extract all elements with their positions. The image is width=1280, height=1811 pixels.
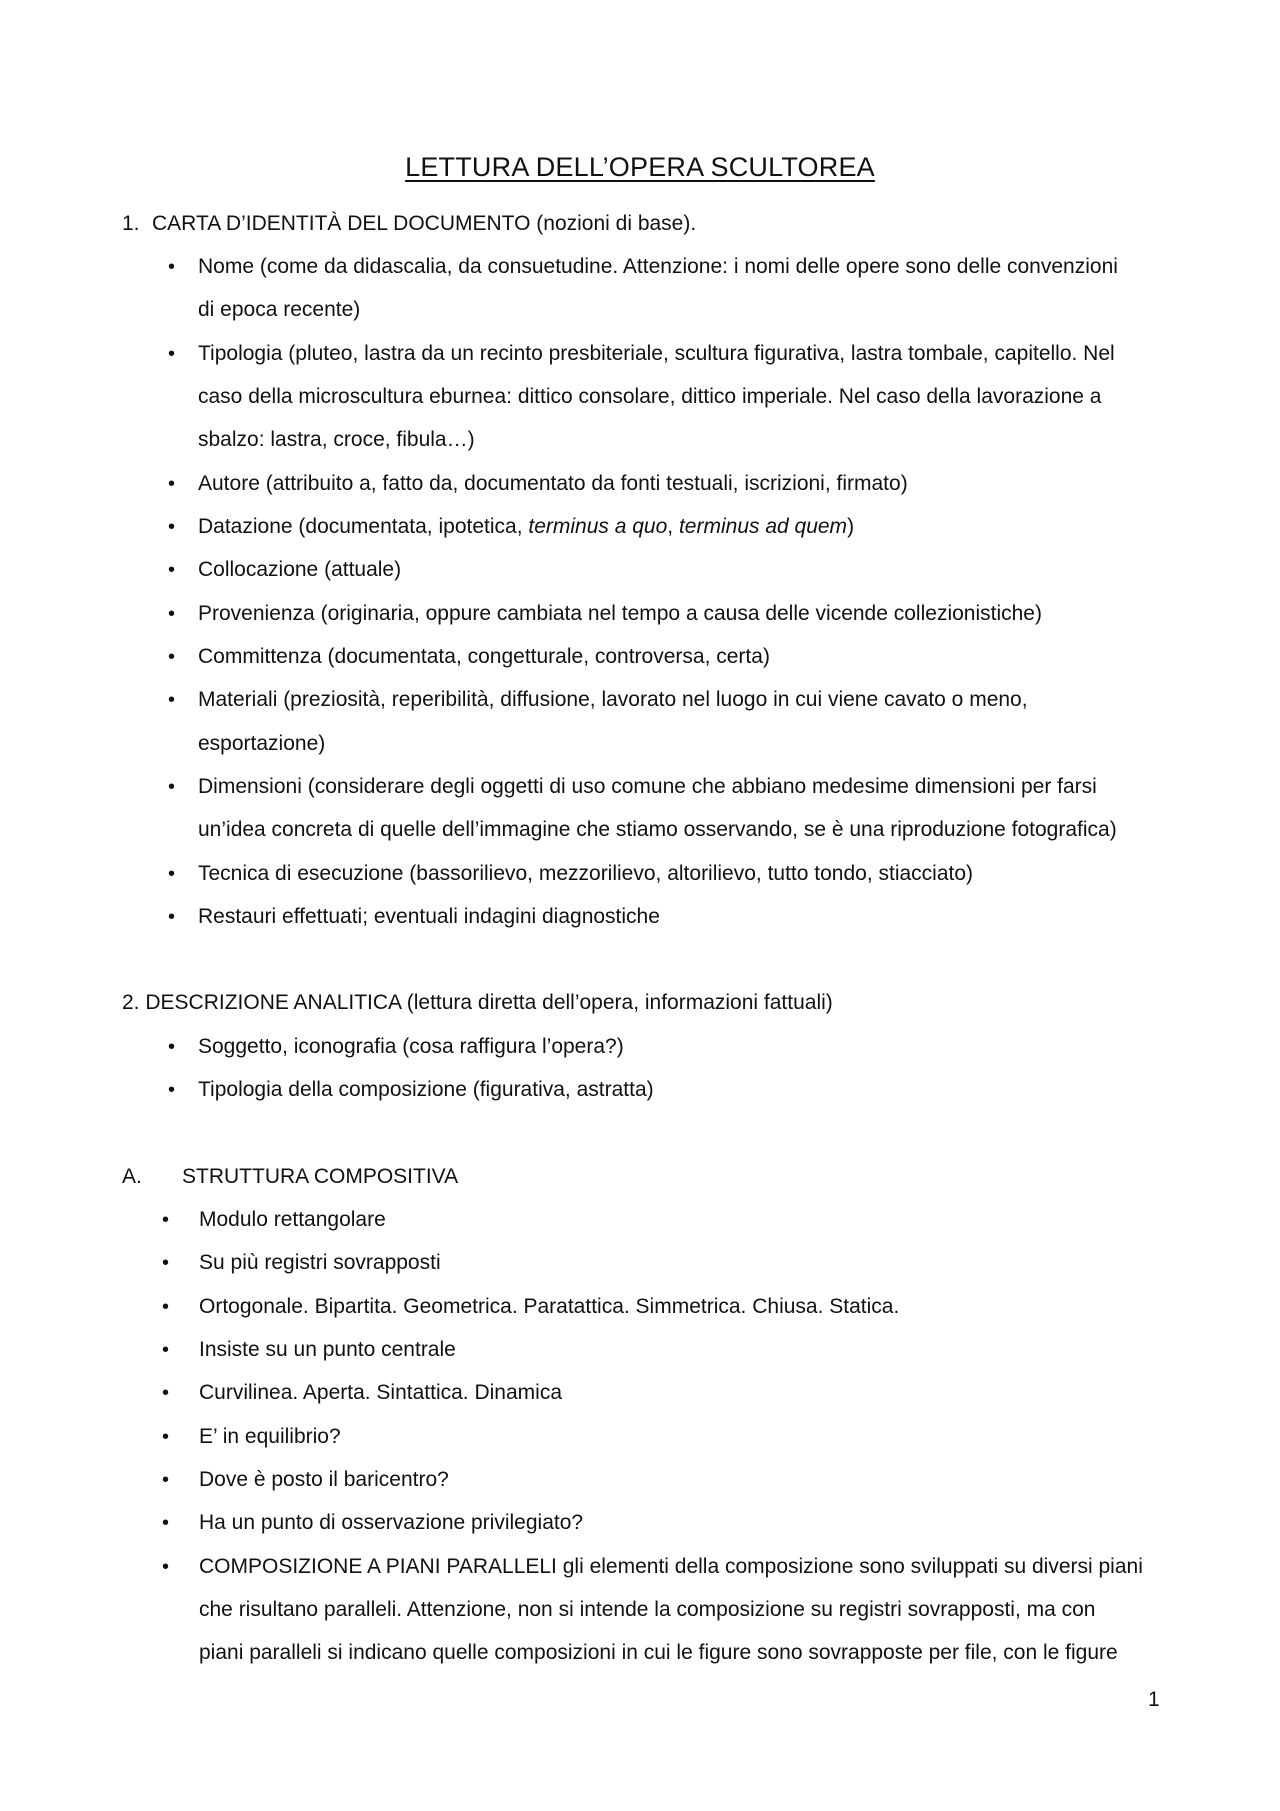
list-item-line: Ha un punto di osservazione privilegiato? [199, 1511, 584, 1534]
list-item-line: Curvilinea. Aperta. Sintattica. Dinamica [199, 1381, 562, 1404]
datazione-suffix: ) [847, 515, 855, 538]
list-item-line: Autore (attribuito a, fatto da, documentato da fonti testuali, iscrizioni, firmato) [198, 472, 908, 495]
bullet-icon: • [162, 1556, 170, 1578]
bullet-icon: • [168, 776, 176, 798]
list-item-line: Nome (come da didascalia, da consuetudine. Attenzione: i nomi delle opere sono delle convenzioni [198, 255, 1118, 278]
bullet-icon: • [162, 1209, 170, 1231]
bullet-icon: • [168, 646, 176, 668]
bullet-icon: • [168, 343, 176, 365]
datazione-term-ad-quem: terminus ad quem [678, 515, 848, 538]
bullet-icon: • [168, 473, 176, 495]
datazione-prefix: Datazione (documentata, ipotetica, [198, 515, 529, 538]
list-item-line: Tecnica di esecuzione (bassorilievo, mezzorilievo, altorilievo, tutto tondo, stiacciato) [198, 862, 974, 885]
list-item-line: Insiste su un punto centrale [199, 1338, 456, 1361]
bullet-icon: • [168, 256, 176, 278]
page-title: LETTURA DELL’OPERA SCULTOREA [405, 152, 875, 182]
bullet-icon: • [162, 1426, 170, 1448]
list-item-line: Soggetto, iconografia (cosa raffigura l’opera?) [198, 1035, 624, 1058]
list-item-datazione [198, 514, 854, 540]
bullet-icon: • [168, 516, 176, 538]
bullet-icon: • [162, 1296, 170, 1318]
bullet-icon: • [162, 1252, 170, 1274]
bullet-icon: • [168, 689, 176, 711]
list-item-line: Restauri effettuati; eventuali indagini diagnostiche [198, 905, 660, 928]
list-item-line: esportazione) [198, 732, 326, 755]
list-item-line: Provenienza (originaria, oppure cambiata nel tempo a causa delle vicende collezionistiche) [198, 602, 1042, 625]
list-item-line: caso della microscultura eburnea: dittico consolare, dittico imperiale. Nel caso della lavorazione a [198, 385, 1102, 408]
bullet-icon: • [168, 1079, 176, 1101]
list-item-line: Committenza (documentata, congetturale, controversa, certa) [198, 645, 770, 668]
list-item-line: che risultano paralleli. Attenzione, non si intende la composizione su registri sovrapposti, ma con [199, 1598, 1096, 1621]
bullet-icon: • [162, 1469, 170, 1491]
list-item-line: sbalzo: lastra, croce, fibula…) [198, 428, 475, 451]
list-item-line: piani paralleli si indicano quelle composizioni in cui le figure sono sovrapposte per file, con le figure [199, 1641, 1118, 1664]
list-item-line: Tipologia della composizione (figurativa, astratta) [198, 1078, 654, 1101]
bullet-icon: • [168, 603, 176, 625]
section1-heading: CARTA D’IDENTITÀ DEL DOCUMENTO (nozioni di base). [152, 212, 697, 235]
page-number: 1 [1148, 1688, 1160, 1711]
list-item-line: Dove è posto il baricentro? [199, 1468, 449, 1491]
bullet-icon: • [168, 863, 176, 885]
bullet-icon: • [162, 1339, 170, 1361]
bullet-icon: • [162, 1512, 170, 1534]
list-item-line: COMPOSIZIONE A PIANI PARALLELI gli elementi della composizione sono sviluppati su diversi piani [199, 1555, 1143, 1578]
section2-heading: 2. DESCRIZIONE ANALITICA (lettura diretta dell’opera, informazioni fattuali) [122, 991, 833, 1014]
list-item-line: Su più registri sovrapposti [199, 1251, 441, 1274]
list-item-line: Tipologia (pluteo, lastra da un recinto presbiteriale, scultura figurativa, lastra tombale, capitello. Nel [198, 342, 1115, 365]
bullet-icon: • [162, 1382, 170, 1404]
datazione-separator: , [667, 515, 679, 538]
bullet-icon: • [168, 559, 176, 581]
bullet-icon: • [168, 906, 176, 928]
list-item-line: di epoca recente) [198, 298, 361, 321]
list-item-line: Dimensioni (considerare degli oggetti di uso comune che abbiano medesime dimensioni per farsi [198, 775, 1097, 798]
list-item-line: un’idea concreta di quelle dell’immagine che stiamo osservando, se è una riproduzione fotografica) [198, 818, 1117, 841]
section1-number: 1. [122, 212, 140, 235]
list-item-line: Modulo rettangolare [199, 1208, 386, 1231]
list-item-line: Ortogonale. Bipartita. Geometrica. Paratattica. Simmetrica. Chiusa. Statica. [199, 1295, 900, 1318]
bullet-icon: • [168, 1036, 176, 1058]
sectionA-letter: A. [122, 1165, 142, 1188]
list-item-line: Collocazione (attuale) [198, 558, 402, 581]
sectionA-heading: STRUTTURA COMPOSITIVA [182, 1165, 459, 1188]
list-item-line: E’ in equilibrio? [199, 1425, 341, 1448]
list-item-line: Materiali (preziosità, reperibilità, diffusione, lavorato nel luogo in cui viene cavato o meno, [198, 688, 1028, 711]
datazione-term-a-quo: terminus a quo [528, 515, 668, 538]
